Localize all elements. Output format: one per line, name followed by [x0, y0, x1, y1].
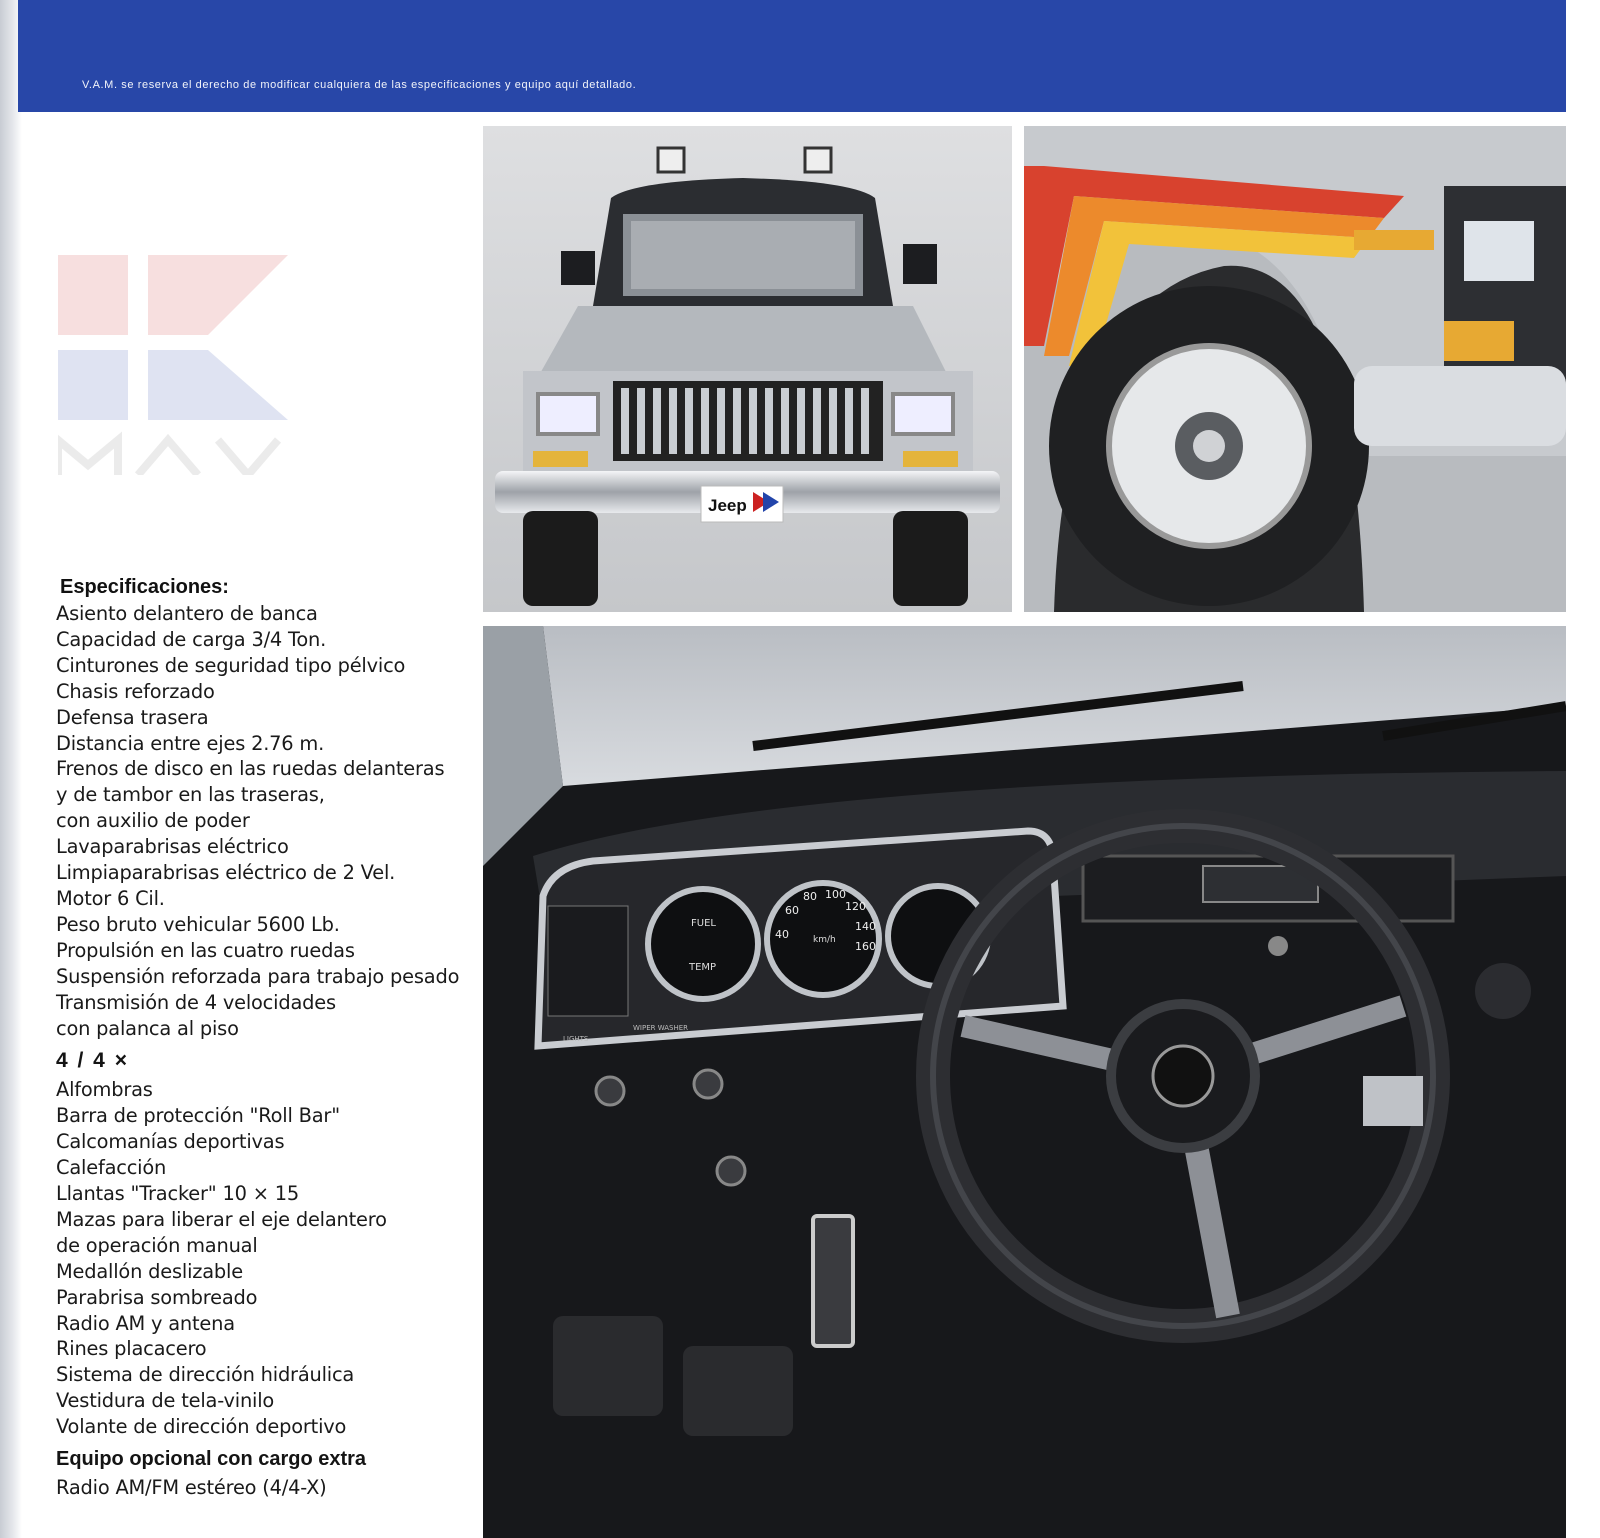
list-item: Medallón deslizable — [56, 1259, 243, 1283]
speed-tick: 120 — [845, 900, 866, 913]
list-item: Calefacción — [56, 1156, 167, 1180]
list-item: Llantas "Tracker" 10 × 15 — [56, 1182, 299, 1206]
jeep-wheel-photo — [1024, 126, 1566, 612]
lights-label: LIGHTS — [563, 1035, 589, 1043]
list-item: de operación manual — [56, 1233, 258, 1257]
specifications-list — [56, 601, 476, 1041]
list-item: y de tambor en las traseras, — [56, 783, 325, 807]
model-heading: 4 / 4 × — [56, 1049, 129, 1073]
speed-tick: 140 — [855, 920, 876, 933]
speed-tick: 80 — [803, 890, 817, 903]
fuel-gauge-label: FUEL — [691, 918, 716, 929]
list-item: Motor 6 Cil. — [56, 886, 165, 910]
wiper-washer-label: WIPER WASHER — [633, 1024, 689, 1032]
list-item: Distancia entre ejes 2.76 m. — [56, 731, 325, 755]
vam-logo-watermark — [58, 255, 288, 475]
jeep-front-photo — [483, 126, 1012, 612]
list-item: con auxilio de poder — [56, 809, 250, 833]
list-item: Chasis reforzado — [56, 679, 215, 703]
list-item: Mazas para liberar el eje delantero — [56, 1207, 387, 1231]
speed-tick: 60 — [785, 904, 799, 917]
list-item: Volante de dirección deportivo — [56, 1415, 347, 1439]
page-right-edge — [1566, 0, 1600, 1538]
header-disclaimer: V.A.M. se reserva el derecho de modificar cualquiera de las especificaciones y equipo aquí detallado. — [82, 79, 637, 91]
page-binding-edge — [0, 0, 22, 1538]
model-equipment-list — [56, 1077, 476, 1440]
list-item: Radio AM y antena — [56, 1311, 235, 1335]
list-item: Defensa trasera — [56, 705, 209, 729]
list-item: Vestidura de tela-vinilo — [56, 1389, 275, 1413]
list-item: Rines placacero — [56, 1337, 207, 1361]
list-item: Transmisión de 4 velocidades — [56, 990, 336, 1014]
speed-tick: 40 — [775, 928, 789, 941]
jeep-badge-text: Jeep — [708, 496, 747, 515]
list-item: Calcomanías deportivas — [56, 1130, 285, 1154]
speed-tick: 100 — [825, 888, 846, 901]
list-item: Asiento delantero de banca — [56, 602, 318, 625]
list-item: Parabrisa sombreado — [56, 1285, 258, 1309]
list-item: Suspensión reforzada para trabajo pesado — [56, 964, 460, 988]
list-item: Sistema de dirección hidráulica — [56, 1363, 355, 1387]
list-item: Limpiaparabrisas eléctrico de 2 Vel. — [56, 861, 396, 885]
jeep-dashboard-photo — [483, 626, 1566, 1538]
list-item: Alfombras — [56, 1078, 153, 1102]
speedometer-unit: km/h — [813, 935, 836, 945]
specifications-panel — [56, 576, 476, 1501]
list-item: Barra de protección "Roll Bar" — [56, 1104, 340, 1128]
list-item: Frenos de disco en las ruedas delanteras — [56, 757, 445, 781]
speed-tick: 160 — [855, 940, 876, 953]
list-item: Radio AM/FM estéreo (4/4-X) — [56, 1476, 327, 1500]
optional-equipment-list — [56, 1475, 476, 1501]
temp-gauge-label: TEMP — [689, 962, 717, 973]
specifications-heading: Especificaciones: — [60, 576, 229, 598]
list-item: con palanca al piso — [56, 1016, 239, 1040]
list-item: Cinturones de seguridad tipo pélvico — [56, 653, 406, 677]
header-band — [18, 0, 1566, 112]
list-item: Lavaparabrisas eléctrico — [56, 835, 289, 859]
optional-equipment-heading: Equipo opcional con cargo extra — [56, 1448, 367, 1471]
list-item: Capacidad de carga 3/4 Ton. — [56, 627, 327, 651]
list-item: Propulsión en las cuatro ruedas — [56, 938, 355, 962]
list-item: Peso bruto vehicular 5600 Lb. — [56, 912, 340, 936]
